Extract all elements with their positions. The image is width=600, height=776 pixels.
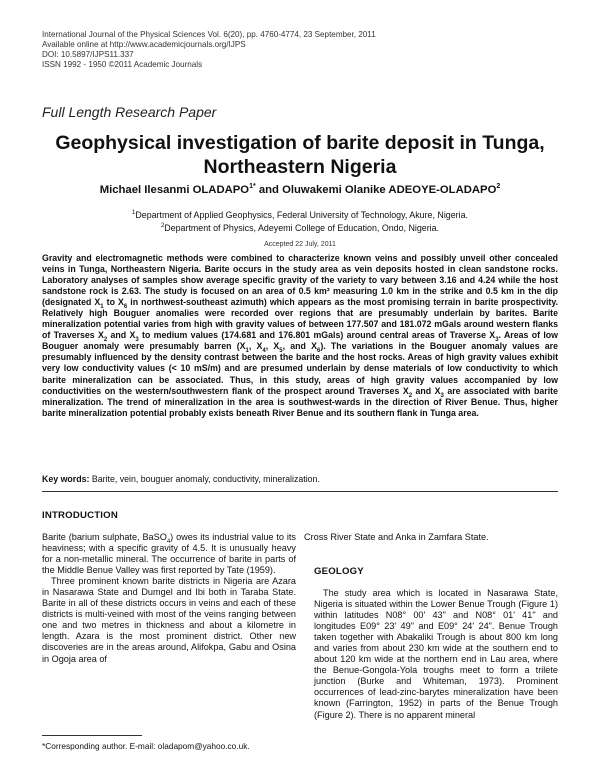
affiliation-1 bbox=[40, 208, 560, 221]
geology-body bbox=[314, 588, 558, 721]
abstract-text: and X bbox=[412, 385, 441, 396]
keywords-text: Barite, vein, bouguer anomaly, conductivity, mineralization. bbox=[89, 474, 320, 484]
affiliation-2 bbox=[40, 221, 560, 234]
abstract-subscript: 6 bbox=[316, 348, 321, 355]
abstract-text: to X bbox=[103, 297, 124, 308]
author-2: Oluwakemi Olanike ADEOYE-OLADAPO bbox=[282, 183, 497, 196]
abstract-divider bbox=[42, 491, 558, 492]
abstract-subscript: 1 bbox=[100, 303, 104, 310]
abstract-text: and X bbox=[107, 330, 136, 341]
introduction-paragraph-2-continued: Cross River State and Anka in Zamfara State. bbox=[304, 532, 489, 542]
footnote-divider bbox=[42, 735, 142, 736]
author-list bbox=[40, 183, 560, 196]
abstract-subscript: 2 bbox=[408, 392, 413, 399]
abstract-subscript: 2 bbox=[103, 337, 108, 344]
abstract-subscript: 1 bbox=[245, 348, 249, 355]
abstract-text: are associated with barite mineralization. The trend of mineralization in the area is southwest-wards in the direction of River Benue. Thus, higher barite mineralization potential probably exists beneath River Benue and its southern flank in Tunga area. bbox=[42, 385, 558, 418]
keywords bbox=[42, 474, 558, 484]
accepted-date: Accepted 22 July, 2011 bbox=[264, 241, 336, 248]
introduction-text: ) owes its industrial value to its heaviness; with a specific gravity of 4.5. It is unusually heavy for a non-metallic mineral. The occurrence of barite in parts of the Middle Benue Valley was first reported by Tate (1959). bbox=[42, 532, 296, 576]
introduction-body bbox=[42, 532, 296, 665]
introduction-subscript: 4 bbox=[166, 538, 171, 545]
author-conjunction: and bbox=[255, 183, 283, 196]
journal-doi: DOI: 10.5897/IJPS11.337 bbox=[42, 50, 134, 59]
paper-title bbox=[40, 131, 560, 179]
author-1: Michael Ilesanmi OLADAPO bbox=[99, 183, 250, 196]
corresponding-author-footnote: *Corresponding author. E-mail: oladapom@yahoo.co.uk. bbox=[42, 741, 250, 751]
affiliation-2-mark: 2 bbox=[160, 222, 165, 229]
introduction-paragraph-1 bbox=[42, 532, 296, 576]
abstract-text: Gravity and electromagnetic methods were combined to characterize known veins and possibly unveil other concealed veins in Tunga, Northeastern Nigeria. Barite occurs in the study area as vein deposits hosted in clean sandstone rocks. Laboratory analyses of samples show average specific gravity of the variety to vary between 3.16 and 4.24 while the host sandstone rock is 2.63. The study is focused on an area of 0.5 km² measuring 1.0 km in the strike and 0.5 km in the dip (designated X bbox=[42, 253, 558, 308]
abstract-subscript: 5 bbox=[279, 348, 283, 355]
abstract-text: in northwest-southeast azimuth) which appears as the most promising terrain in barite prospectivity. Relatively high Bouguer anomalies were recorded over regions that are presumably underlain by barites. Barite mineralization potential varies from high with gravity values of between 177.507 and 181.072 mGals around western flanks of Traverses X bbox=[42, 297, 559, 341]
affiliations bbox=[40, 208, 560, 234]
paper-title-line1: Geophysical investigation of barite deposit in Tunga, bbox=[55, 132, 545, 154]
paper-title-line2: Northeastern Nigeria bbox=[203, 156, 397, 178]
geology-paragraph-1: The study area which is located in Nasarawa State, Nigeria is situated within the Lower Benue Trough (Figure 1) within latitudes N08° 00' 43" and N08° 01' 41" and longitudes E09° 23' 49" and E09° 24' 24". Benue Trough taken together with Abakaliki Trough is about 800 km long and varies from about 230 km wide at the southern end to about 120 km wide at the northern end in Lau area, where the Benue-Gongola-Yola troughs meet to form a trilete junction (Burke and Whiteman, 1973). Prominent occurrences of lead-zinc-barytes mineralization have been known (Farrington, 1952) in parts of the Benue Trough (Figure 2). There is no apparent mineral bbox=[314, 588, 558, 720]
abstract-subscript: 3 bbox=[135, 337, 139, 344]
abstract-text: , X bbox=[265, 341, 280, 352]
journal-header bbox=[42, 30, 376, 70]
introduction-text: Barite (barium sulphate, BaSO bbox=[42, 532, 167, 542]
introduction-paragraph-2: Three prominent known barite districts in Nigeria are Azara in Nasarawa State and Dumgel and Ibi both in Taraba State. Barite in all of these districts occurs in veins and each of these districts is multi-veined with most of the veins ranging between one and two metres in thickness and about a kilometre in length. Azara is the most prominent district. Other new discoveries are in the areas around, Alifokpa, Gabu and Osina in Ogoja area of bbox=[42, 576, 296, 664]
abstract-subscript: 3 bbox=[495, 337, 499, 344]
abstract-subscript: 3 bbox=[440, 392, 444, 399]
right-column bbox=[304, 532, 558, 543]
journal-issn: ISSN 1992 - 1950 ©2011 Academic Journals bbox=[42, 60, 203, 69]
abstract-text: . Areas of low Bouguer anomaly were presumably barren (X bbox=[42, 330, 558, 352]
author-2-mark: 2 bbox=[496, 183, 501, 190]
keywords-label: Key words: bbox=[42, 474, 90, 484]
abstract-text: to medium values (174.681 and 176.801 mGals) around central areas of Traverse X bbox=[138, 330, 496, 341]
abstract-text: , X bbox=[248, 341, 263, 352]
introduction-heading: INTRODUCTION bbox=[42, 510, 118, 521]
abstract-text: , and X bbox=[282, 341, 317, 352]
geology-heading: GEOLOGY bbox=[314, 566, 364, 577]
paper-type: Full Length Research Paper bbox=[42, 104, 217, 120]
abstract-subscript: 6 bbox=[123, 303, 128, 310]
abstract-text: ). The variations in the Bouguer anomaly values are presumably influenced by the density contrast between the barite and the host rocks. Areas of high gravity values exhibit very low conductivity values (< 10 mS/m) and are presumed underlain by dense materials of low conductivity to which barite mineralization can be associated. Thus, in this study, areas of high gravity values accompanied by low conductivities on the western/southwestern flank of the prospect around Traverses X bbox=[42, 341, 558, 396]
author-1-mark: 1* bbox=[249, 183, 256, 190]
journal-url: Available online at http://www.academicjournals.org/IJPS bbox=[42, 40, 246, 49]
affiliation-2-text: Department of Physics, Adeyemi College of Education, Ondo, Nigeria. bbox=[164, 222, 440, 233]
abstract-subscript: 4 bbox=[262, 348, 266, 355]
affiliation-1-mark: 1 bbox=[132, 210, 136, 216]
journal-citation: International Journal of the Physical Sciences Vol. 6(20), pp. 4760-4774, 23 September, 2011 bbox=[42, 30, 376, 39]
affiliation-1-text: Department of Applied Geophysics, Federal University of Technology, Akure, Nigeria. bbox=[135, 209, 468, 220]
abstract bbox=[42, 253, 558, 419]
